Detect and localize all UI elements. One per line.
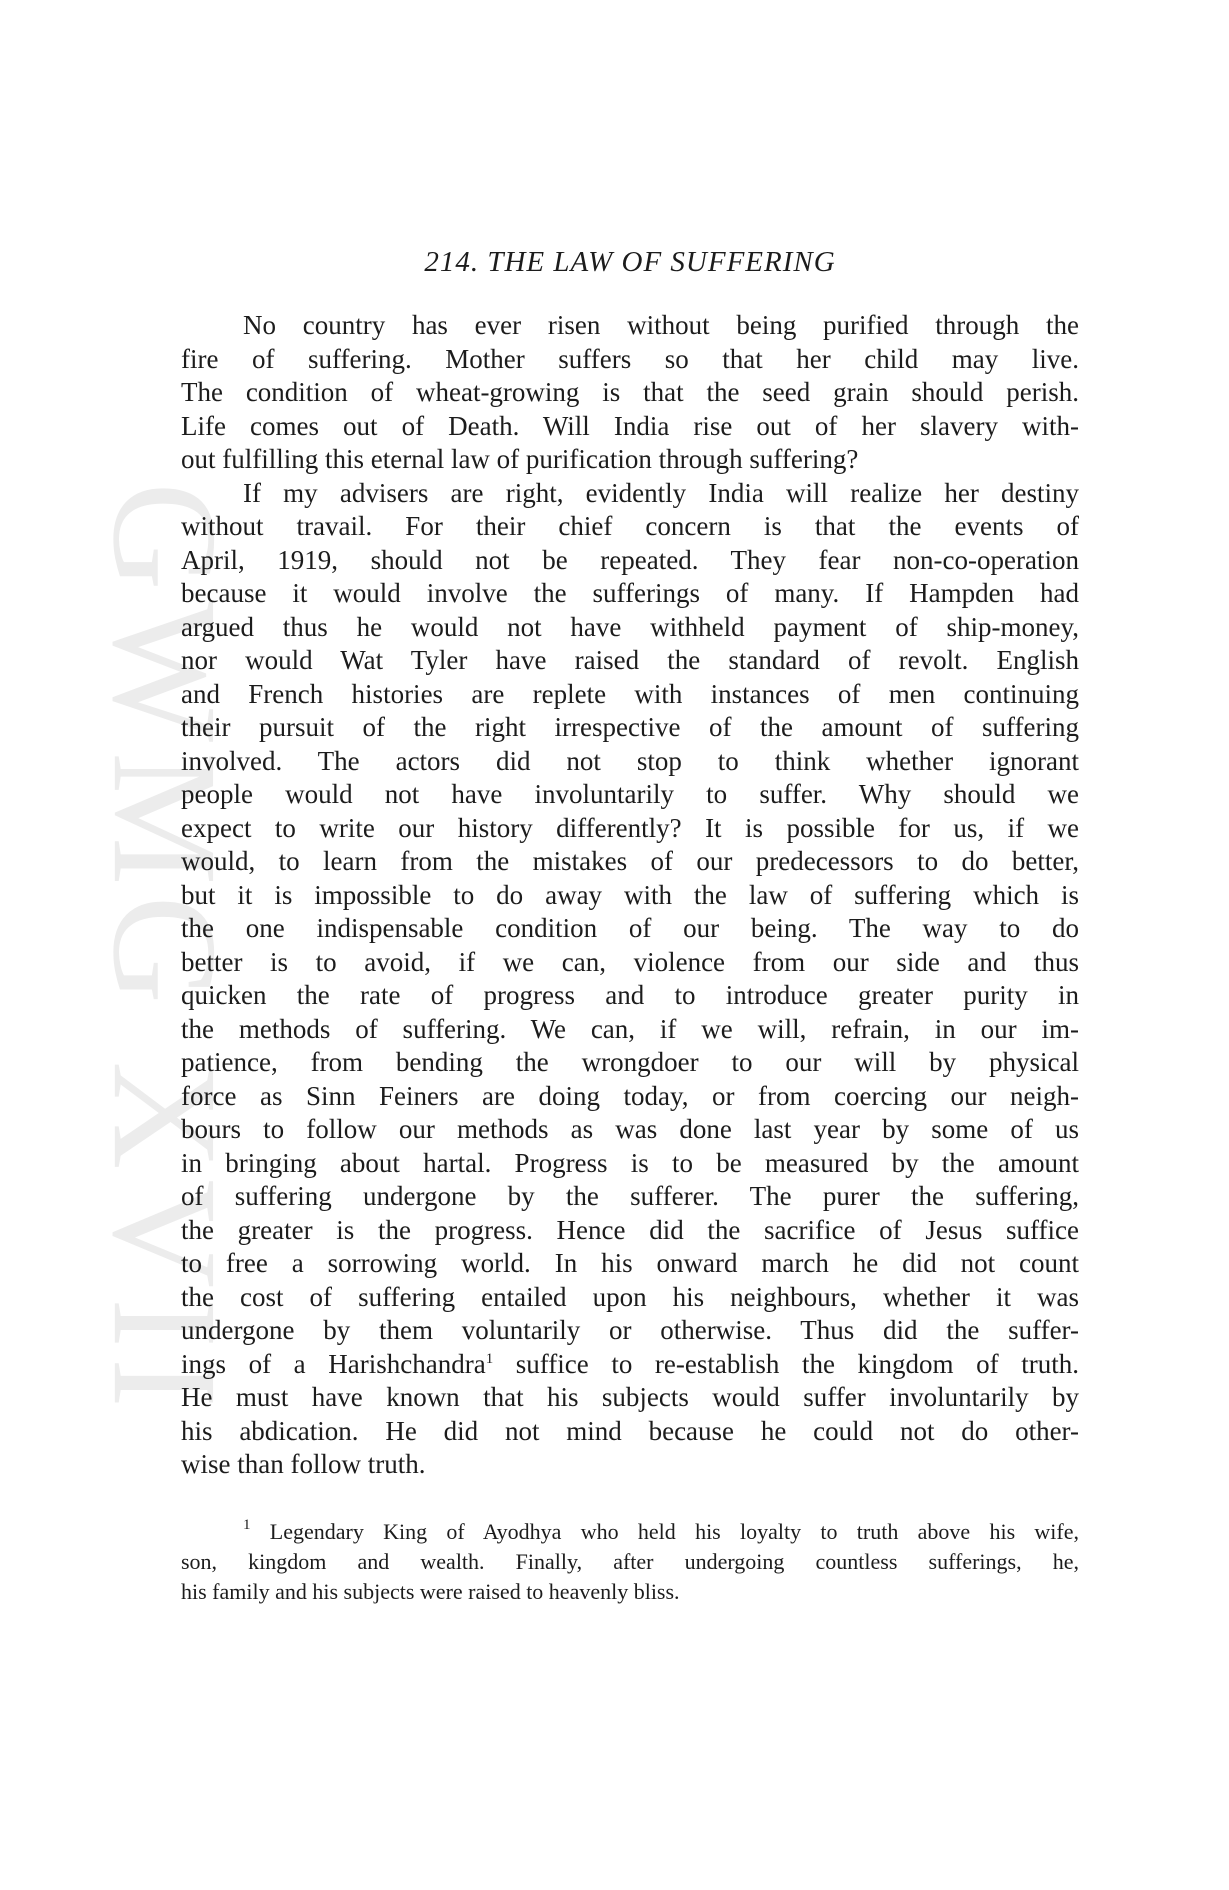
body-line: in bringing about hartal. Progress is to be measured by the amount: [181, 1147, 1079, 1178]
body-line: the cost of suffering entailed upon his neighbours, whether it was: [181, 1281, 1079, 1312]
body-line-end: suffice to re-establish the kingdom of truth.: [493, 1348, 1079, 1379]
body-line: of suffering undergone by the sufferer. The purer the suffering,: [181, 1181, 1079, 1211]
body-line: No country has ever risen without being purified through the: [243, 310, 1079, 340]
body-line: better is to avoid, if we can, violence from our side and thus: [181, 946, 1079, 977]
body-line: nor would Wat Tyler have raised the standard of revolt. English: [181, 645, 1079, 675]
footnote-line: son, kingdom and wealth. Finally, after undergoing countless sufferings, he,: [181, 1549, 1079, 1574]
watermark-text: GWMG XVII: [82, 482, 248, 1418]
body-line: wise than follow truth.: [181, 1449, 426, 1479]
body-line: but it is impossible to do away with the law of suffering which is: [181, 879, 1079, 910]
body-line: without travail. For their chief concern is that the events of: [181, 511, 1079, 541]
body-line: the one indispensable condition of our being. The way to do: [181, 913, 1079, 943]
body-line: If my advisers are right, evidently India will realize her destiny: [243, 477, 1079, 508]
body-line: April, 1919, should not be repeated. They fear non-co-operation: [181, 544, 1079, 575]
body-line: people would not have involuntarily to suffer. Why should we: [181, 779, 1079, 809]
body-line: bours to follow our methods as was done last year by some of us: [181, 1114, 1079, 1144]
body-line: argued thus he would not have withheld payment of ship-money,: [181, 611, 1079, 642]
footnote-line-text: Legendary King of Ayodhya who held his loyalty to truth above his wife,: [269, 1519, 1079, 1544]
footnote-mark: 1: [243, 1517, 251, 1533]
body-line: He must have known that his subjects would suffer involuntarily by: [181, 1382, 1079, 1412]
footnote-line: [181, 1517, 1079, 1547]
body-line: undergone by them voluntarily or otherwise. Thus did the suffer-: [181, 1315, 1079, 1345]
body-line-with-footnote-ref: [181, 1348, 1079, 1382]
body-line: fire of suffering. Mother suffers so that her child may live.: [181, 343, 1079, 374]
page-heading: 214. THE LAW OF SUFFERING: [424, 246, 836, 278]
body-line: The condition of wheat-growing is that the seed grain should perish.: [181, 377, 1079, 407]
footnote-ref: 1: [485, 1350, 494, 1367]
body-line: their pursuit of the right irrespective of the amount of suffering: [181, 712, 1079, 742]
body-line: quicken the rate of progress and to introduce greater purity in: [181, 980, 1079, 1010]
body-line: the methods of suffering. We can, if we will, refrain, in our im-: [181, 1013, 1079, 1044]
body-line: involved. The actors did not stop to think whether ignorant: [181, 745, 1079, 776]
footnote: [181, 1517, 1079, 1607]
body-line: force as Sinn Feiners are doing today, or from coercing our neigh-: [181, 1080, 1079, 1111]
footnote-line: his family and his subjects were raised to heavenly bliss.: [181, 1579, 680, 1604]
body-line: his abdication. He did not mind because he could not do other-: [181, 1415, 1079, 1446]
body-line: the greater is the progress. Hence did the sacrifice of Jesus suffice: [181, 1214, 1079, 1245]
body-line: patience, from bending the wrongdoer to our will by physical: [181, 1047, 1079, 1077]
body-line: out fulfilling this eternal law of purification through suffering?: [181, 444, 859, 474]
body-paragraphs: [181, 309, 1079, 1482]
body-line: expect to write our history differently? It is possible for us, if we: [181, 812, 1079, 843]
body-line: and French histories are replete with instances of men continuing: [181, 678, 1079, 709]
body-line: because it would involve the sufferings of many. If Hampden had: [181, 578, 1079, 608]
body-line: Life comes out of Death. Will India rise out of her slavery with-: [181, 410, 1079, 441]
body-line: to free a sorrowing world. In his onward march he did not count: [181, 1248, 1079, 1278]
body-line-start: ings of a Harishchandra: [181, 1348, 486, 1379]
body-line: would, to learn from the mistakes of our predecessors to do better,: [181, 846, 1079, 876]
